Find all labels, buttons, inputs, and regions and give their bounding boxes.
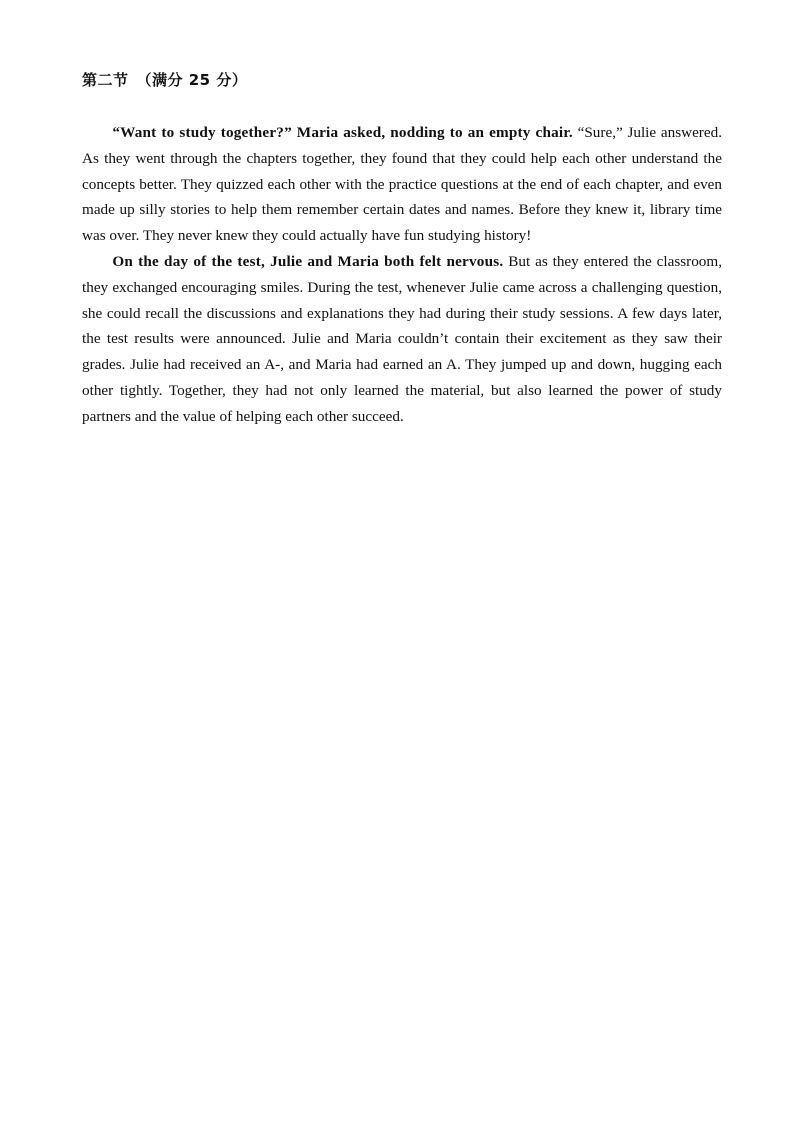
section-label: 第二节 bbox=[82, 71, 129, 89]
section-score: （满分 25 分） bbox=[136, 71, 248, 89]
paragraph-2-lead: On the day of the test, Julie and Maria both felt nervous. bbox=[112, 252, 504, 270]
passage bbox=[82, 120, 722, 430]
paragraph-2-body: But as they entered the classroom, they exchanged encouraging smiles. During the test, whenever Julie came across a challenging question, she could recall the discussions and explanations they had during their study sessions. A few days later, the test results were announced. Julie and Maria couldn’t contain their excitement as they saw their grades. Julie had received an A-, and Maria had earned an A. They jumped up and down, hugging each other tightly. Together, they had not only learned the material, but also learned the power of study partners and the value of helping each other succeed. bbox=[82, 252, 723, 425]
section-heading bbox=[82, 70, 247, 90]
paragraph-2 bbox=[82, 249, 722, 430]
paragraph-1 bbox=[82, 120, 722, 249]
paragraph-1-lead: “Want to study together?” Maria asked, nodding to an empty chair. bbox=[112, 124, 573, 141]
paragraph-1-body: “Sure,” Julie answered. As they went through the chapters together, they found that they could help each other understand the concepts better. They quizzed each other with the practice questions at the end of each chapter, and even made up silly stories to help them remember certain dates and names. Before they knew it, library time was over. They never knew they could actually have fun studying history! bbox=[82, 124, 723, 245]
